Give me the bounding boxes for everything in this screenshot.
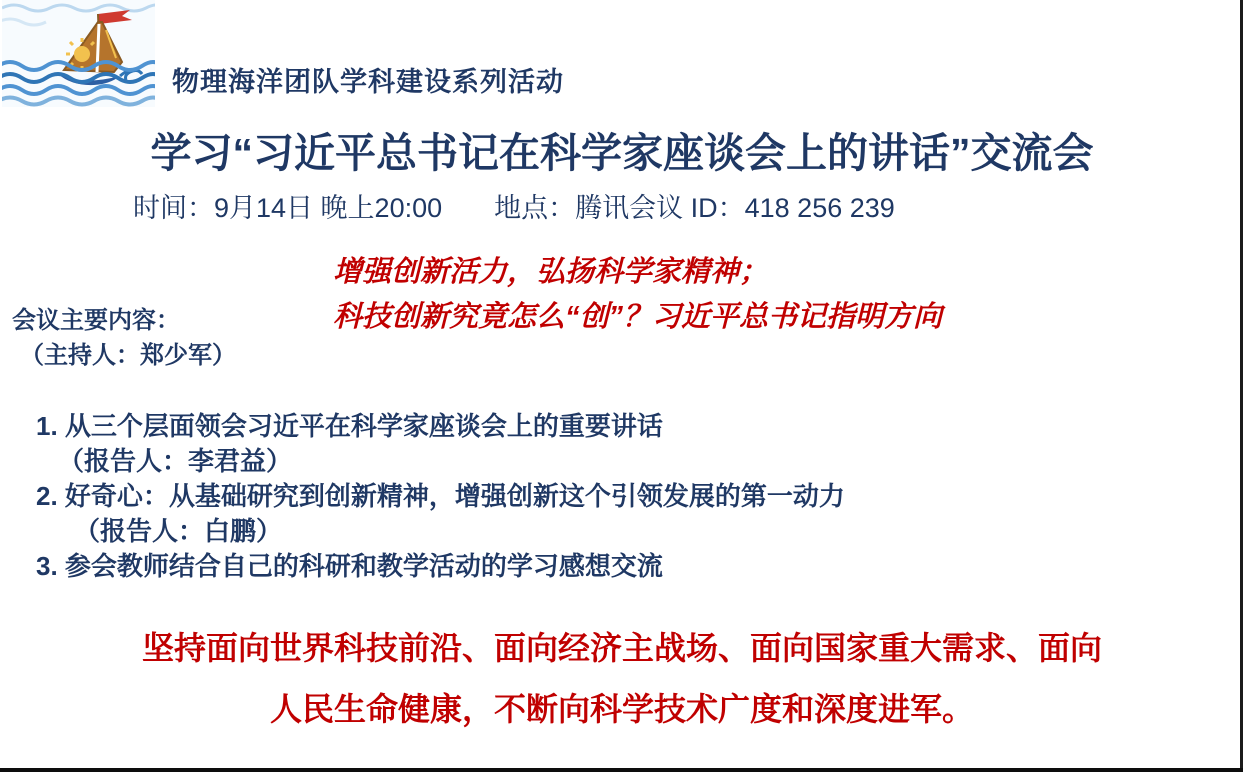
agenda-item-1: 1. 从三个层面领会习近平在科学家座谈会上的重要讲话 xyxy=(36,411,663,441)
meeting-time: 时间：9月14日 晚上20:00 xyxy=(133,193,443,223)
meta-row xyxy=(133,186,895,225)
agenda-item-3: 3. 参会教师结合自己的科研和教学活动的学习感想交流 xyxy=(36,551,663,581)
agenda-item-1-presenter: （报告人：李君益） xyxy=(58,446,293,476)
agenda-heading: 会议主要内容： xyxy=(12,307,180,334)
slide-right-edge xyxy=(1240,0,1243,772)
slogan-line-2: 科技创新究竟怎么“创”？习近平总书记指明方向 xyxy=(333,301,943,333)
agenda-host: （主持人：郑少军） xyxy=(20,342,236,369)
slogan-line-1: 增强创新活力，弘扬科学家精神； xyxy=(333,256,769,288)
page-title: 学习“习近平总书记在科学家座谈会上的讲话”交流会 xyxy=(150,130,1094,176)
slogan-block xyxy=(333,250,942,340)
footer-quote-line-1: 坚持面向世界科技前沿、面向经济主战场、面向国家重大需求、面向 xyxy=(141,630,1102,666)
agenda-list xyxy=(36,409,845,584)
agenda-item-2: 2. 好奇心：从基础研究到创新精神，增强创新这个引领发展的第一动力 xyxy=(36,481,845,511)
series-title: 物理海洋团队学科建设系列活动 xyxy=(172,67,564,97)
sailboat-waves-logo-icon xyxy=(2,0,155,107)
footer-quote-line-2: 人民生命健康，不断向科学技术广度和深度进军。 xyxy=(269,691,974,727)
agenda-item-2-presenter: （报告人：白鹏） xyxy=(74,516,283,546)
slide-bottom-edge xyxy=(0,768,1243,772)
meeting-location: 地点：腾讯会议 ID：418 256 239 xyxy=(494,193,895,223)
footer-quote xyxy=(0,618,1244,740)
